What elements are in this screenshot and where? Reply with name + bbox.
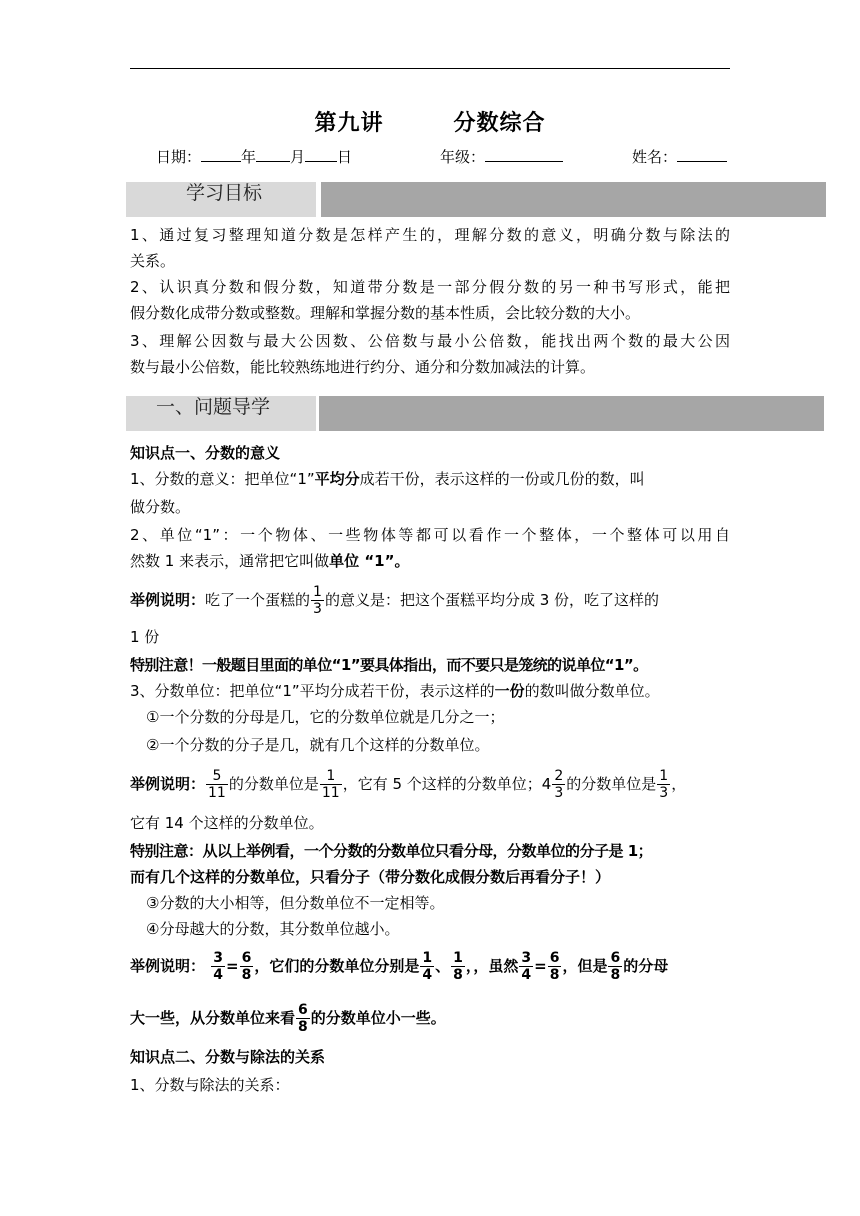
page-title — [0, 106, 860, 137]
note: 特别注意！一般题目里面的单位“1”要具体指出，而不要只是笼统的说单位“1”。 — [130, 656, 648, 674]
fraction: $\frac{6}{8}$ — [610, 950, 621, 983]
name-field: 姓名： — [632, 146, 727, 167]
list-item: ②一个分数的分子是几，就有几个这样的分数单位。 — [146, 736, 490, 754]
fraction: $\frac{6}{8}$ — [241, 950, 252, 983]
goal-line: 2、认识真分数和假分数，知道带分数是一部分假分数的另一种书写形式，能把 — [130, 278, 730, 296]
title-lecture: 第九讲 — [314, 111, 384, 136]
section-title: 学习目标 — [186, 182, 263, 204]
goal-line: 假分数化成带分数或整数。理解和掌握分数的基本性质，会比较分数的大小。 — [130, 304, 641, 322]
section-title: 一、问题导学 — [156, 396, 271, 418]
section-header-guide — [126, 396, 826, 431]
fraction: $\frac{2}{3}$ — [554, 768, 564, 801]
example-continued: 大一些，从分数单位来看 $\frac{6}{8}$ 的分数单位小一些。 — [130, 1002, 446, 1035]
fraction: $\frac{3}{4}$ — [521, 950, 532, 983]
knowledge-point-title: 知识点二、分数与除法的关系 — [130, 1048, 326, 1066]
fraction: $\frac{1}{11}$ — [321, 768, 340, 801]
top-rule — [130, 68, 730, 69]
fraction: $\frac{1}{3}$ — [313, 584, 322, 617]
fraction: $\frac{1}{8}$ — [453, 950, 463, 983]
goal-line: 关系。 — [130, 252, 176, 270]
fraction: $\frac{3}{4}$ — [213, 950, 223, 983]
example: 举例说明：吃了一个蛋糕的 $\frac{1}{3}$ 的意义是：把这个蛋糕平均分成 3 份，吃了这样的 — [130, 584, 660, 617]
fraction: $\frac{6}{8}$ — [298, 1002, 308, 1035]
example: 举例说明： $\frac{5}{11}$ 的分数单位是 $\frac{1}{11}$ ，它有 5 个这样的分数单位；4 $\frac{2}{3}$ 的分数单位是 $\frac{1}{3}$ ， — [130, 768, 687, 801]
goal-line: 3、理解公因数与最大公因数、公倍数与最小公倍数，能找出两个数的最大公因 — [130, 332, 730, 350]
paragraph: 做分数。 — [130, 498, 191, 516]
goal-line: 1、通过复习整理知道分数是怎样产生的，理解分数的意义，明确分数与除法的 — [130, 226, 730, 244]
date-field: 日期： 年 月 日 — [156, 148, 353, 166]
paragraph: 1、分数的意义：把单位“1”平均分成若干份，表示这样的一份或几份的数，叫 — [130, 470, 645, 488]
grade-field: 年级： — [440, 146, 563, 167]
title-topic: 分数综合 — [453, 111, 546, 136]
paragraph: 1 份 — [130, 628, 160, 646]
section-header-goals — [126, 182, 826, 217]
paragraph: 3、分数单位：把单位“1”平均分成若干份，表示这样的一份的数叫做分数单位。 — [130, 682, 660, 700]
fraction: $\frac{5}{11}$ — [208, 768, 226, 801]
goal-line: 数与最小公倍数，能比较熟练地进行约分、通分和分数加减法的计算。 — [130, 358, 596, 376]
list-item: ①一个分数的分母是几，它的分数单位就是几分之一； — [146, 708, 505, 726]
paragraph: 然数 1 来表示，通常把它叫做单位 “1”。 — [130, 552, 410, 570]
list-item: ③分数的大小相等，但分数单位不一定相等。 — [146, 894, 445, 912]
fraction: $\frac{1}{4}$ — [422, 950, 433, 983]
paragraph: 它有 14 个这样的分数单位。 — [130, 814, 324, 832]
fraction: $\frac{1}{3}$ — [659, 768, 669, 801]
paragraph: 2、单位“1”：一个物体、一些物体等都可以看作一个整体，一个整体可以用自 — [130, 526, 730, 544]
note: 特别注意：从以上举例看，一个分数的分数单位只看分母，分数单位的分子是 1； — [130, 842, 653, 860]
fraction: $\frac{6}{8}$ — [549, 950, 560, 983]
example: 举例说明： $\frac{3}{4}$ = $\frac{6}{8}$ ，它们的分数单位分别是 $\frac{1}{4}$ 、 $\frac{1}{8}$ ，，虽然 $\frac{3}{4}$ = $\frac{6}{8}$ ，但是 $\frac{6}{8}$ 的分母 — [130, 950, 669, 983]
list-item: ④分母越大的分数，其分数单位越小。 — [146, 920, 400, 938]
paragraph: 1、分数与除法的关系： — [130, 1076, 290, 1094]
knowledge-point-title: 知识点一、分数的意义 — [130, 444, 281, 462]
note: 而有几个这样的分数单位，只看分子（带分数化成假分数后再看分子！） — [130, 868, 611, 886]
